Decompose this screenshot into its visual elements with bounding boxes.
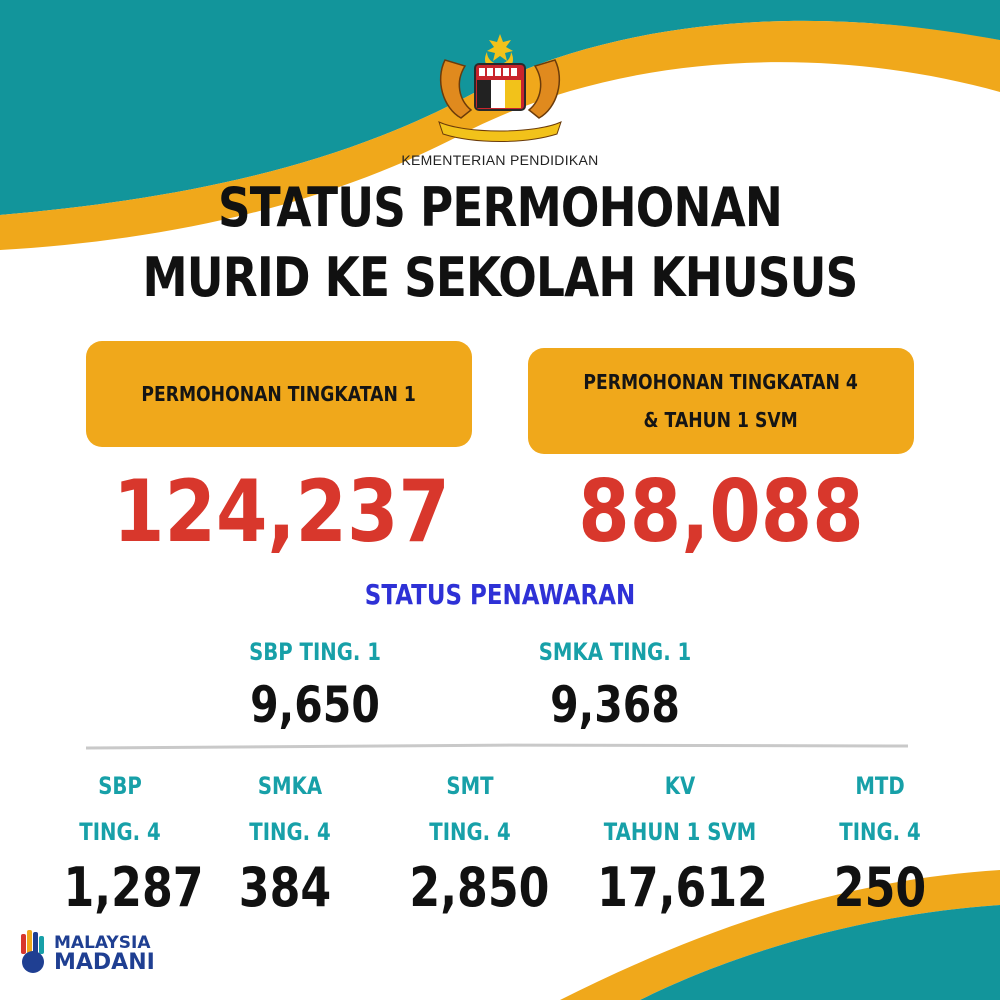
malaysia-madani-logo <box>18 930 155 976</box>
ministry-name: KEMENTERIAN PENDIDIKAN <box>401 152 599 168</box>
title-line-2: MURID KE SEKOLAH KHUSUS <box>142 246 858 309</box>
smka-form1-value: 9,368 <box>550 676 680 734</box>
sbp-form4-school: SBP <box>98 772 142 800</box>
form4-application-count: 88,088 <box>578 462 864 562</box>
form4-application-label-line2: & TAHUN 1 SVM <box>643 408 799 432</box>
smt-form4-level: TING. 4 <box>429 818 511 846</box>
logo-line-2: MADANI <box>54 950 155 975</box>
hand-icon <box>18 930 48 976</box>
kv-level: TAHUN 1 SVM <box>603 818 757 846</box>
form4-application-label-line1: PERMOHONAN TINGKATAN 4 <box>583 370 859 394</box>
offer-status-heading: STATUS PENAWARAN <box>364 578 636 611</box>
kv-school: KV <box>664 772 696 800</box>
smka-form4-school: SMKA <box>257 772 323 800</box>
national-coat-of-arms-icon <box>425 30 575 148</box>
form1-application-count: 124,237 <box>113 462 450 562</box>
form1-application-label: PERMOHONAN TINGKATAN 1 <box>141 382 417 406</box>
sbp-form1-value: 9,650 <box>250 676 380 734</box>
sbp-form4-level: TING. 4 <box>79 818 161 846</box>
divider-line <box>86 742 908 750</box>
smka-form1-label: SMKA TING. 1 <box>538 638 692 666</box>
smka-form4-level: TING. 4 <box>249 818 331 846</box>
mtd-form4-school: MTD <box>855 772 905 800</box>
kv-value: 17,612 <box>597 856 768 919</box>
form4-application-box <box>528 348 914 454</box>
logo-line-1: MALAYSIA <box>54 933 151 953</box>
sbp-form4-value: 1,287 <box>63 856 204 919</box>
mtd-form4-level: TING. 4 <box>839 818 921 846</box>
smka-form4-value: 384 <box>238 856 332 919</box>
smt-form4-value: 2,850 <box>409 856 550 919</box>
form1-application-box <box>86 341 472 447</box>
mtd-form4-value: 250 <box>833 856 927 919</box>
smt-form4-school: SMT <box>446 772 494 800</box>
sbp-form1-label: SBP TING. 1 <box>249 638 381 666</box>
title-line-1: STATUS PERMOHONAN <box>217 176 783 239</box>
